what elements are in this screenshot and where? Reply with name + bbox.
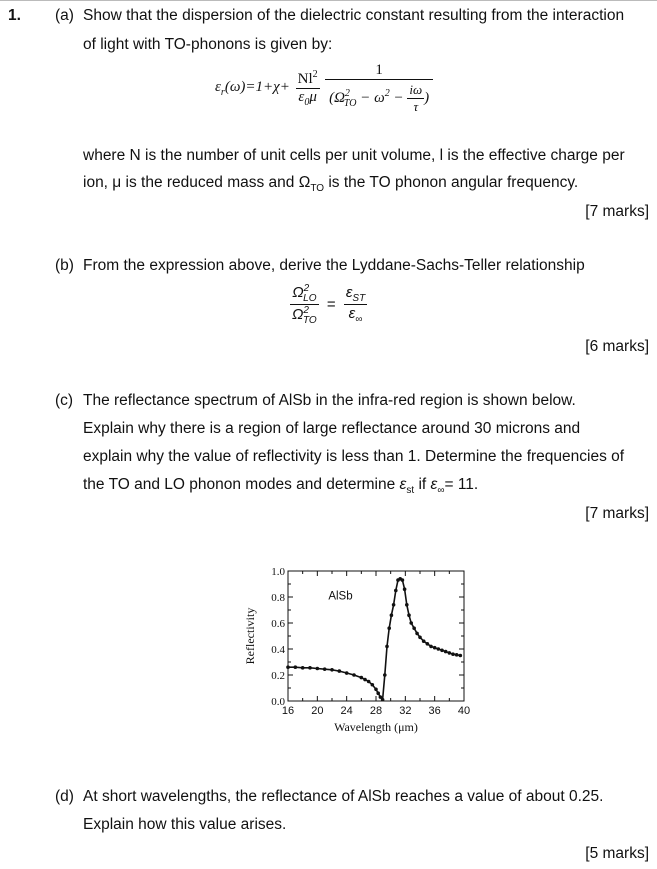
part-a-line2: of light with TO-phonons is given by: xyxy=(83,36,333,53)
data-point xyxy=(376,691,380,695)
eq-fraction-1: $\frac{Nl^2}{\varepsilon_0\mu}$ xyxy=(297,69,318,108)
lst-relation: $\frac{\Omega^2_{LO}}{\Omega^2_{TO}}$ = $\frac{\varepsilon_{ST}}{\varepsilon_\infty}$ xyxy=(292,283,366,326)
part-b-marks: [6 marks] xyxy=(585,338,649,355)
top-rule xyxy=(0,0,657,1)
data-point xyxy=(418,636,422,640)
data-point xyxy=(392,603,396,607)
part-c-marks: [7 marks] xyxy=(585,505,649,522)
x-tick-label: 40 xyxy=(457,705,471,717)
y-tick-label: 0.4 xyxy=(271,644,285,656)
data-point xyxy=(440,649,444,653)
data-point xyxy=(308,666,312,670)
part-d-label: (d) xyxy=(55,788,74,805)
data-point xyxy=(371,683,375,687)
data-point xyxy=(367,680,371,684)
part-a-label: (a) xyxy=(55,7,74,24)
data-point xyxy=(401,578,405,582)
data-point xyxy=(323,667,327,671)
data-point xyxy=(459,654,463,658)
data-point xyxy=(330,668,334,672)
data-point xyxy=(387,626,391,630)
data-point xyxy=(444,650,448,654)
plot-frame xyxy=(288,571,464,701)
chart-annotation: AlSb xyxy=(328,590,353,603)
x-axis-label: Wavelength (μm) xyxy=(334,720,418,734)
data-point xyxy=(433,646,437,650)
part-d-marks: [5 marks] xyxy=(585,845,649,862)
data-point xyxy=(451,652,455,656)
y-tick-label: 0.6 xyxy=(271,618,285,630)
y-tick-label: 1.0 xyxy=(271,566,285,578)
data-point xyxy=(422,639,426,643)
lst-rhs-fraction: $\frac{\varepsilon_{ST}}{\varepsilon_\infty}$ xyxy=(345,284,366,325)
data-point xyxy=(455,653,459,657)
question-number: 1. xyxy=(8,7,21,24)
dispersion-equation xyxy=(215,62,433,132)
part-b-line1: From the expression above, derive the Lyddane-Sachs-Teller relationship xyxy=(83,257,585,274)
lst-lhs-fraction: $\frac{\Omega^2_{LO}}{\Omega^2_{TO}}$ xyxy=(292,283,317,326)
part-c-line3: explain why the value of reflectivity is less than 1. Determine the frequencies of xyxy=(83,448,625,465)
data-point xyxy=(448,651,452,655)
part-c-line4: the TO and LO phonon modes and determine $\varepsilon_{st}$ if $\varepsilon_\infty= 11$. xyxy=(83,476,479,497)
data-point xyxy=(286,665,290,669)
series-line-alsb xyxy=(288,579,460,700)
y-axis-label: Reflectivity xyxy=(243,607,257,665)
eq-fraction-2: 1 ($\Omega^2_{TO} - \omega^2$ − $\frac{i\omega}{\tau}$ ) xyxy=(325,62,433,115)
data-point xyxy=(301,666,305,670)
part-a-where-line1: where N is the number of unit cells per unit volume, l is the effective charge per xyxy=(83,147,625,164)
data-point xyxy=(338,669,342,673)
x-tick-label: 32 xyxy=(399,705,412,717)
data-point xyxy=(409,621,413,625)
x-tick-label: 24 xyxy=(340,705,353,717)
data-point xyxy=(294,665,298,669)
data-point xyxy=(403,587,407,591)
part-a-where-line2: ion, μ is the reduced mass and $\Omega_{TO}$ is the TO phonon angular frequency. xyxy=(83,174,579,195)
data-point xyxy=(394,589,398,593)
x-tick-label: 28 xyxy=(369,705,383,717)
data-point xyxy=(360,676,364,680)
part-a-line1: Show that the dispersion of the dielectric constant resulting from the interaction xyxy=(83,7,625,24)
y-tick-label: 0.0 xyxy=(271,696,285,708)
part-d-line2: Explain how this value arises. xyxy=(83,816,287,833)
x-tick-label: 36 xyxy=(428,705,441,717)
data-point xyxy=(412,626,416,630)
data-point xyxy=(390,613,394,617)
y-tick-label: 0.2 xyxy=(271,670,285,682)
part-c-line2: Explain why there is a region of large reflectance around 30 microns and xyxy=(83,420,581,437)
data-point xyxy=(316,667,320,671)
x-tick-label: 16 xyxy=(281,705,295,717)
data-point xyxy=(374,688,378,692)
data-point xyxy=(405,603,409,607)
y-tick-label: 0.8 xyxy=(271,592,285,604)
part-b-label: (b) xyxy=(55,257,74,274)
data-point xyxy=(415,632,419,636)
data-point xyxy=(385,645,389,649)
data-point xyxy=(426,642,430,646)
data-point xyxy=(437,647,441,651)
data-point xyxy=(363,678,367,682)
data-point xyxy=(407,613,411,617)
part-a-marks: [7 marks] xyxy=(585,203,649,220)
data-point xyxy=(345,671,349,675)
part-d-line1: At short wavelengths, the reflectance of AlSb reaches a value of about 0.25. xyxy=(83,788,604,805)
data-point xyxy=(381,698,385,702)
eq-lhs: $\varepsilon_r(\omega)=1+\chi+$ xyxy=(215,79,290,98)
data-point xyxy=(352,673,356,677)
part-c-line1: The reflectance spectrum of AlSb in the infra-red region is shown below. xyxy=(83,392,576,409)
data-point xyxy=(429,645,433,649)
reflectivity-chart xyxy=(230,555,490,745)
data-point xyxy=(383,673,387,677)
part-c-label: (c) xyxy=(55,392,74,409)
x-tick-label: 20 xyxy=(311,705,324,717)
